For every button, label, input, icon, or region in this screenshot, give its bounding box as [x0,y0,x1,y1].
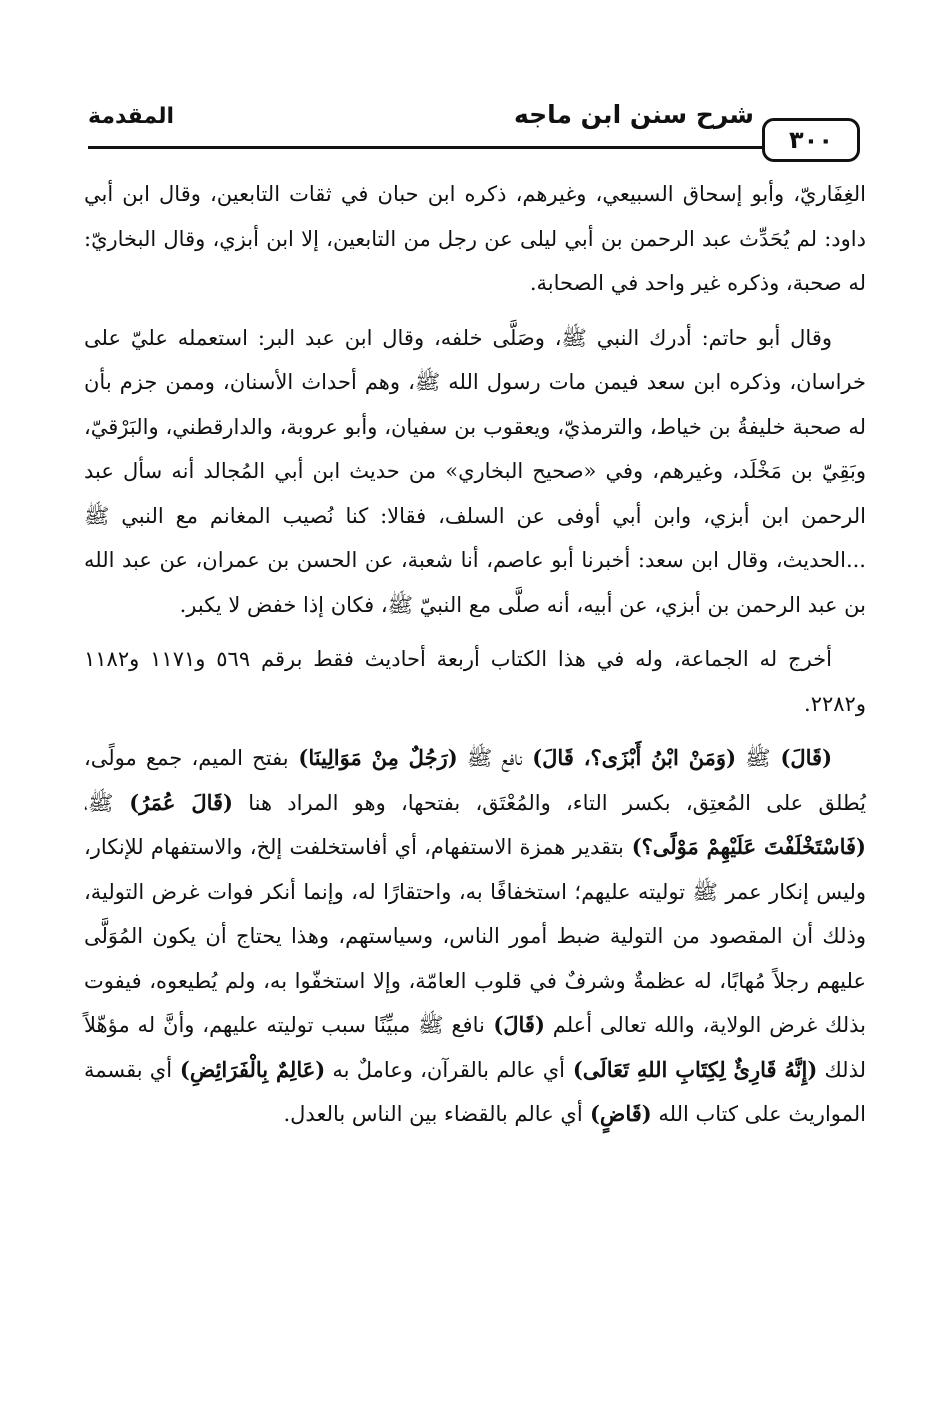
body-paragraph [84,316,866,628]
hadith-quote: (فَاسْتَخْلَفْتَ عَلَيْهِمْ مَوْلًى؟) [623,834,866,859]
page-header [88,96,862,162]
hadith-quote: (قَالَ عُمَرُ) [113,789,233,815]
body-paragraph [84,736,866,1137]
hadith-quote: (قَالَ) [770,745,833,770]
page-number: ٣٠٠ [762,118,860,162]
commentary-text: ﷺ، [84,790,114,815]
commentary-text: ﷺ [736,746,771,770]
page-body [84,172,866,1137]
hadith-quote: (عَالِمٌ بِالْفَرَائِضِ) [172,1056,326,1082]
hadith-quote: (رَجُلٌ مِنْ مَوَالِينَا) [288,745,458,770]
commentary-text: الغِفَاريّ، وأبو إسحاق السبيعي، وغيرهم، ذكره ابن حبان في ثقات التابعين، وقال ابن أبي داود: لم يُحَدِّث عبد الرحمن بن أبي ليلى عن رجل من التابعين، إلا ابن أبزي، وقال البخاريّ: له صحبة، وذكره غير واحد في الصحابة. [84,182,866,295]
body-paragraph [84,172,866,306]
hadith-quote: (وَمَنْ ابْنُ أَبْزَى؟، قَالَ) [522,745,737,770]
commentary-text: نافع ﷺ مبيِّنًا سبب توليته عليهم، وأنَّ له مؤهّلاً لذلك [84,1013,866,1082]
commentary-text: أي بقسمة المواريث على كتاب الله [84,1057,866,1126]
commentary-text: بتقدير همزة الاستفهام، أي أفاستخلفت إلخ، والاستفهام للإنكار، وليس إنكار عمر ﷺ توليته عليهم؛ استخفافًا به، واحتقارًا له، وإنما أنكر فوات غرض التولية، وذلك أن المقصود من التولية ضبط أمور الناس، وسياستهم، وهذا يحتاج أن يكون المُوَلَّى عليهم رجلاً مُهابًا، له عظمةٌ وشرفٌ في قلوب العامّة، وإلا استخفّوا به، ولم يُطيعوه، فيفوت بذلك غرض الولاية، والله تعالى أعلم [84,835,866,1037]
header-divider [88,146,762,149]
book-title: شرح سنن ابن ماجه [513,100,754,129]
commentary-text: نافع ﷺ [457,746,523,770]
commentary-text: أي عالم بالقضاء بين الناس بالعدل. [283,1102,583,1126]
hadith-quote: (إِنَّهُ قَارِئٌ لِكِتَابِ اللهِ تَعَالَى) [565,1056,818,1082]
commentary-text: أخرج له الجماعة، وله في هذا الكتاب أربعة أحاديث فقط برقم ٥٦٩ و١١٧١ و١١٨٢ و٢٢٨٢. [84,647,866,716]
hadith-quote: (قَاضٍ) [582,1101,652,1126]
hadith-quote: (قَالَ) [484,1012,545,1037]
commentary-text: أي عالم بالقرآن، وعاملٌ به [325,1057,566,1082]
body-paragraph [84,637,866,726]
commentary-text: بفتح الميم، جمع مولًى، يُطلق على المُعتِق، بكسر التاء، والمُعْتَق، بفتحها، وهو المراد هنا [84,746,866,815]
commentary-text: وقال أبو حاتم: أدرك النبي ﷺ، وصَلَّى خلفه، وقال ابن عبد البر: استعمله عليّ على خراسان، وذكره ابن سعد فيمن مات رسول الله ﷺ، وهم أحداث الأسنان، وممن جزم بأن له صحبة خليفةُ بن خياط، والترمذيّ، ويعقوب بن سفيان، وأبو عروبة، والدارقطني، والبَرْقيّ، وبَقِيّ بن مَخْلَد، وغيرهم، وفي «صحيح البخاري» من حديث ابن أبي المُجالد أنه سأل عبد الرحمن ابن أبزي، وابن أبي أوفى عن السلف، فقالا: كنا نُصيب المغانم مع النبي ﷺ ...الحديث، وقال ابن سعد: أخبرنا أبو عاصم، أنا شعبة، عن الحسن بن عمران، عن عبد الله بن عبد الرحمن بن أبزي، عن أبيه، أنه صلَّى مع النبيّ ﷺ، فكان إذا خفض لا يكبر. [84,325,866,617]
section-title: المقدمة [88,104,175,129]
